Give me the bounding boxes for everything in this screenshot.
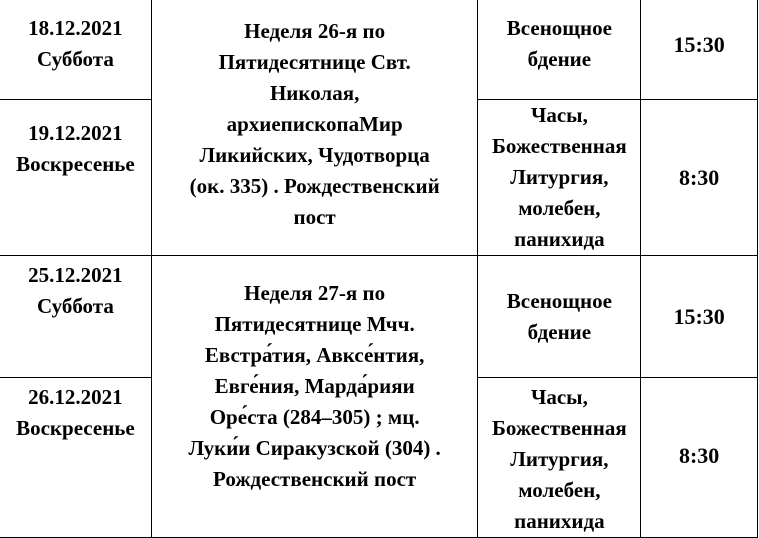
weekday-text: Суббота xyxy=(36,294,114,318)
service-cell xyxy=(478,0,641,100)
date-text: 26.12.2021 xyxy=(28,385,123,409)
service-cell xyxy=(478,256,641,378)
feast-line: Евге́ния, Марда́рияи xyxy=(214,374,415,398)
weekday-text: Воскресенье xyxy=(16,416,135,440)
time-cell xyxy=(641,256,758,378)
service-cell xyxy=(478,378,641,538)
service-line: Часы, xyxy=(530,385,588,409)
feast-line: Пятидесятнице Свт. xyxy=(218,49,411,74)
service-line: Божественная xyxy=(492,134,627,158)
feast-line: Евстра́тия, Авксе́нтия, xyxy=(204,343,425,367)
feast-line: (ок. 335) . Рождественский xyxy=(189,173,440,198)
service-line: молебен, xyxy=(518,196,601,220)
service-line: Всенощное xyxy=(506,16,612,40)
date-text: 19.12.2021 xyxy=(28,121,123,145)
time-text: 15:30 xyxy=(673,304,725,329)
feast-line: Ликийских, Чудотворца xyxy=(199,142,430,167)
service-line: бдение xyxy=(527,47,592,71)
time-text: 8:30 xyxy=(678,443,720,468)
feast-line: Николая, xyxy=(269,80,360,105)
feast-line: архиепископаМир xyxy=(226,111,403,136)
feast-line: Луки́и Сиракузской (304) . xyxy=(188,436,441,460)
date-cell xyxy=(0,100,151,256)
schedule-row xyxy=(0,0,758,100)
date-cell xyxy=(0,378,151,538)
service-line: Всенощное xyxy=(506,288,612,313)
time-text: 8:30 xyxy=(678,165,720,190)
date-text: 25.12.2021 xyxy=(28,263,123,287)
service-line: панихида xyxy=(514,227,605,251)
service-line: бдение xyxy=(527,319,592,344)
date-cell xyxy=(0,256,151,378)
time-text: 15:30 xyxy=(673,31,725,57)
feast-line: Неделя 26-я по xyxy=(244,18,386,43)
feast-line: Пятидесятнице Мчч. xyxy=(214,312,415,336)
feast-cell xyxy=(151,0,478,256)
date-text: 18.12.2021 xyxy=(28,16,123,40)
service-line: Литургия, xyxy=(510,447,609,471)
service-line: панихида xyxy=(514,509,605,533)
time-cell xyxy=(641,378,758,538)
weekday-text: Воскресенье xyxy=(16,152,135,176)
feast-line: Оре́ста (284–305) ; мц. xyxy=(209,405,420,429)
service-cell xyxy=(478,100,641,256)
weekday-text: Суббота xyxy=(36,47,114,71)
schedule-row xyxy=(0,256,758,378)
service-line: Божественная xyxy=(492,416,627,440)
service-line: Часы, xyxy=(530,103,588,127)
feast-line: Неделя 27-я по xyxy=(244,281,386,305)
service-line: Литургия, xyxy=(510,165,609,189)
date-cell xyxy=(0,0,151,100)
feast-cell xyxy=(151,256,478,538)
feast-line: пост xyxy=(293,204,336,229)
service-line: молебен, xyxy=(518,478,601,502)
time-cell xyxy=(641,0,758,100)
time-cell xyxy=(641,100,758,256)
feast-line: Рождественский пост xyxy=(213,467,417,491)
